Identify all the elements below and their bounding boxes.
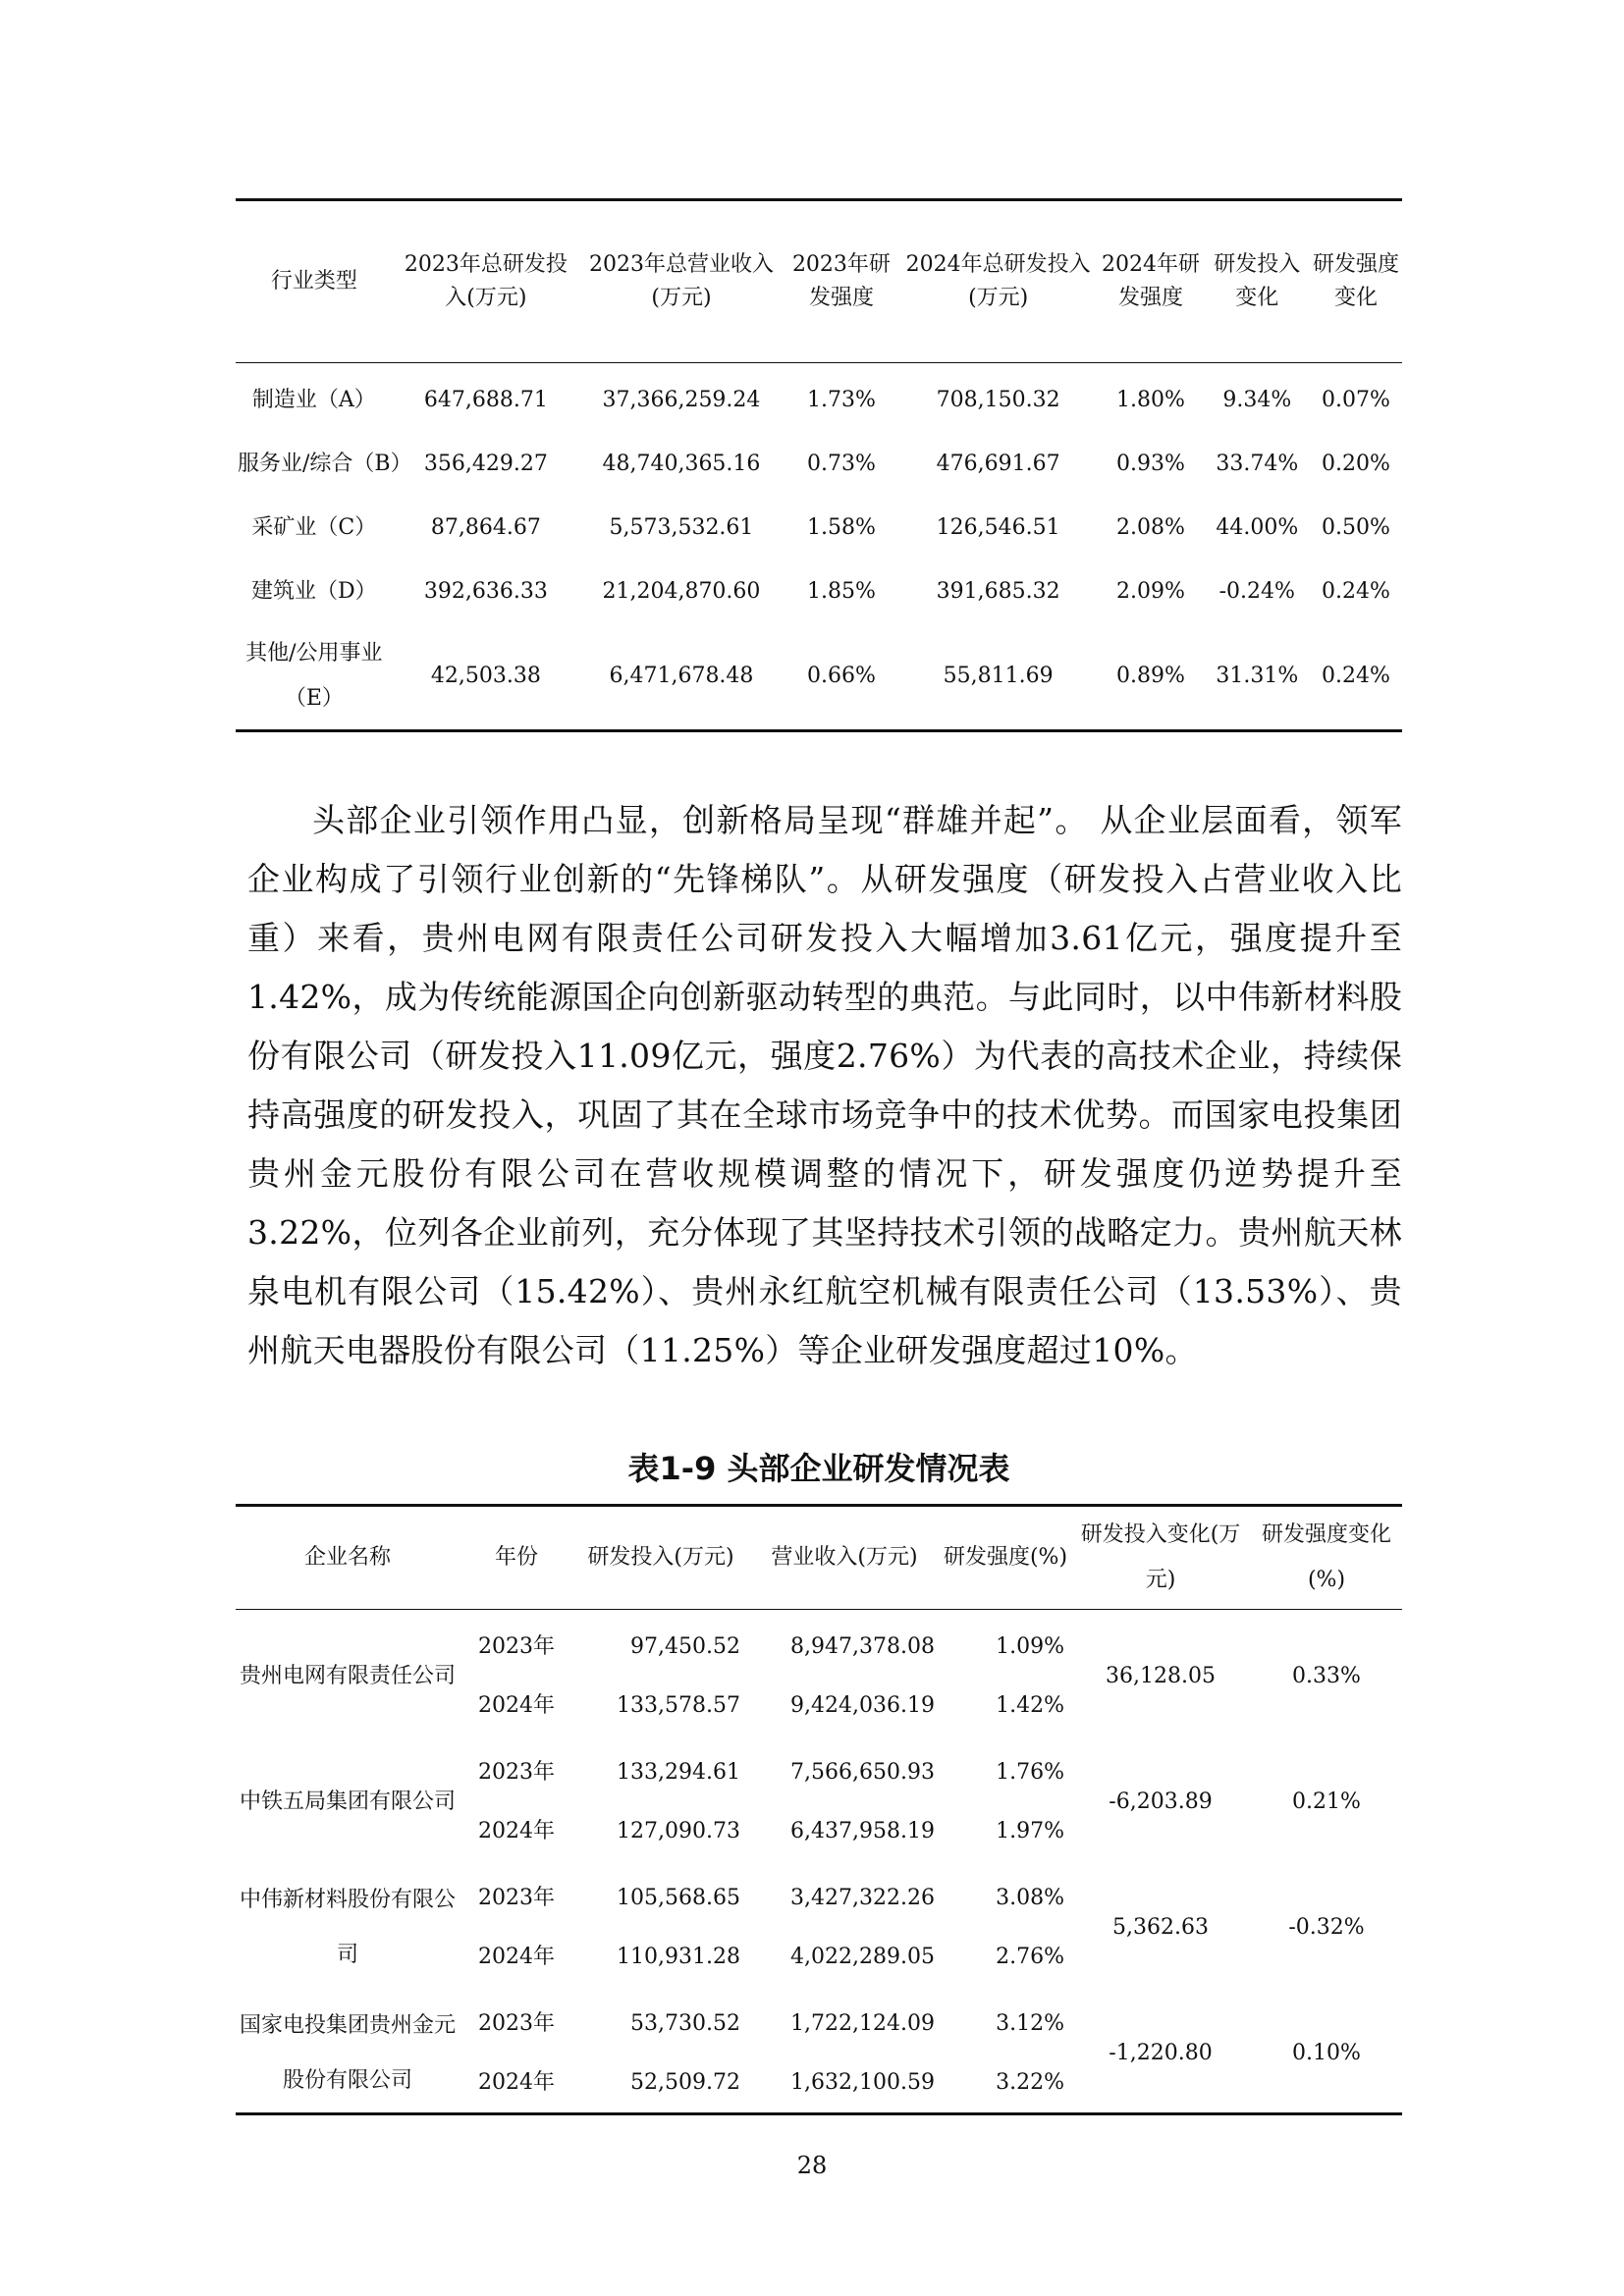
cell-company: 中伟新材料股份有限公司 — [239, 1888, 456, 1967]
cell-rd-change: 9.34% — [1222, 388, 1292, 412]
cell-company: 中铁五局集团有限公司 — [239, 1789, 456, 1814]
cell-intensity-2023: 0.66% — [807, 664, 876, 688]
cell-revenue: 8,947,378.08 — [790, 1634, 935, 1659]
cell-rd: 52,509.72 — [630, 2070, 740, 2095]
cell-year: 2024年 — [478, 1945, 555, 1969]
table-row — [236, 496, 1402, 560]
body-paragraph: 头部企业引领作用凸显，创新格局呈现“群雄并起”。 从企业层面看，领军企业构成了引领行业创新的“先锋梯队”。从研发强度（研发投入占营业收入比重）来看，贵州电网有限责任公司研发投入大幅增加3.61亿元，强度提升至1.42%，成为传统能源国企向创新驱动转型的典范。与此同时，以中伟新材料股份有限公司（研发投入11.09亿元，强度2.76%）为代表的高技术企业，持续保持高强度的研发投入，巩固了其在全球市场竞争中的技术优势。而国家电投集团贵州金元股份有限公司在营收规模调整的情况下，研发强度仍逆势提升至3.22%，位列各企业前列，充分体现了其坚持技术引领的战略定力。贵州航天林泉电机有限公司（15.42%）、贵州永红航空机械有限责任公司（13.53%）、贵州航天电器股份有限公司（11.25%）等企业研发强度超过10%。 — [247, 801, 1402, 1369]
table-row — [236, 432, 1402, 496]
header-revenue: 营业收入(万元) — [771, 1545, 918, 1570]
cell-company: 国家电投集团贵州金元股份有限公司 — [239, 2013, 456, 2093]
cell-intensity: 3.22% — [996, 2070, 1064, 2095]
cell-year: 2024年 — [478, 1693, 555, 1718]
cell-industry: 建筑业（D） — [251, 578, 377, 604]
cell-rd: 127,090.73 — [617, 1819, 740, 1843]
cell-intensity-change: 0.07% — [1322, 388, 1390, 412]
cell-intensity-2023: 1.73% — [807, 388, 876, 412]
cell-year: 2024年 — [478, 1819, 555, 1843]
cell-revenue: 1,722,124.09 — [790, 2011, 935, 2036]
cell-revenue: 4,022,289.05 — [790, 1945, 935, 1969]
cell-year: 2024年 — [478, 2070, 555, 2095]
cell-industry: 服务业/综合（B） — [238, 451, 412, 476]
cell-revenue-2023: 6,471,678.48 — [609, 664, 754, 688]
cell-intensity-2024: 2.09% — [1116, 578, 1185, 604]
table-row — [236, 1735, 1402, 1802]
cell-revenue: 9,424,036.19 — [790, 1693, 935, 1718]
cell-rd-2024: 476,691.67 — [936, 451, 1060, 476]
cell-rd-2024: 55,811.69 — [943, 664, 1054, 688]
cell-intensity-2024: 0.89% — [1116, 664, 1185, 688]
table-header-row — [236, 200, 1402, 363]
cell-revenue: 7,566,650.93 — [790, 1760, 935, 1785]
cell-rd-change: 33.74% — [1216, 451, 1299, 476]
header-intensity-2024: 2024年研发强度 — [1101, 252, 1200, 310]
cell-revenue-2023: 48,740,365.16 — [602, 451, 761, 476]
cell-rd-change: -1,220.80 — [1109, 2041, 1213, 2065]
cell-intensity-change: 0.50% — [1322, 514, 1390, 540]
cell-rd-change: -6,203.89 — [1109, 1789, 1213, 1814]
header-company: 企业名称 — [303, 1545, 391, 1570]
header-rd-2024: 2024年总研发投入(万元) — [905, 252, 1091, 310]
cell-rd: 110,931.28 — [617, 1945, 740, 1969]
cell-intensity-change: 0.20% — [1322, 451, 1390, 476]
cell-year: 2023年 — [478, 1634, 555, 1659]
cell-intensity: 1.09% — [996, 1634, 1064, 1659]
cell-rd-2024: 391,685.32 — [936, 578, 1060, 604]
industry-rd-table — [236, 198, 1402, 732]
header-rd-change: 研发投入变化 — [1214, 252, 1301, 310]
cell-intensity-change: 0.33% — [1292, 1664, 1361, 1688]
table-row — [236, 1610, 1402, 1678]
table-row — [236, 560, 1402, 623]
table-row — [236, 623, 1402, 731]
table-row — [236, 1861, 1402, 1928]
header-intensity-change: 研发强度变化(%) — [1261, 1522, 1391, 1592]
table-header-row — [236, 1506, 1402, 1610]
cell-rd-change: 31.31% — [1216, 664, 1299, 688]
cell-year: 2023年 — [478, 1760, 555, 1785]
cell-rd-2023: 42,503.38 — [430, 664, 541, 688]
cell-revenue: 1,632,100.59 — [790, 2070, 935, 2095]
cell-industry: 制造业（A） — [251, 388, 376, 412]
header-rd: 研发投入(万元) — [587, 1545, 734, 1570]
cell-intensity: 1.76% — [996, 1760, 1064, 1785]
cell-rd: 133,294.61 — [617, 1760, 740, 1785]
cell-revenue-2023: 21,204,870.60 — [602, 578, 761, 604]
table-caption: 表1-9 头部企业研发情况表 — [627, 1450, 1010, 1487]
cell-year: 2023年 — [478, 1886, 555, 1910]
header-intensity: 研发强度(%) — [943, 1545, 1068, 1570]
cell-rd-change: 5,362.63 — [1112, 1915, 1209, 1940]
header-intensity-change: 研发强度变化 — [1312, 252, 1399, 310]
cell-rd-2024: 126,546.51 — [936, 514, 1060, 540]
cell-rd: 105,568.65 — [617, 1886, 740, 1910]
cell-rd-2023: 87,864.67 — [430, 514, 541, 540]
cell-rd: 97,450.52 — [630, 1634, 740, 1659]
cell-intensity: 3.12% — [996, 2011, 1064, 2036]
cell-intensity-2024: 0.93% — [1116, 451, 1185, 476]
cell-intensity-2023: 1.58% — [807, 514, 876, 540]
cell-intensity-change: 0.24% — [1322, 664, 1390, 688]
cell-revenue: 6,437,958.19 — [790, 1819, 935, 1843]
cell-intensity: 2.76% — [996, 1945, 1064, 1969]
header-revenue-2023: 2023年总营业收入(万元) — [588, 252, 774, 310]
cell-year: 2023年 — [478, 2011, 555, 2036]
cell-intensity-2023: 0.73% — [807, 451, 876, 476]
cell-intensity-change: 0.24% — [1322, 578, 1390, 604]
header-industry: 行业类型 — [270, 269, 357, 294]
cell-intensity-change: 0.21% — [1292, 1789, 1361, 1814]
cell-revenue-2023: 5,573,532.61 — [609, 514, 754, 540]
cell-intensity-change: -0.32% — [1288, 1915, 1365, 1940]
table-row — [236, 1987, 1402, 2054]
cell-industry: 其他/公用事业（E） — [245, 641, 383, 711]
cell-industry: 采矿业（C） — [251, 514, 377, 540]
cell-intensity-2024: 1.80% — [1116, 388, 1185, 412]
cell-rd-change: 36,128.05 — [1106, 1664, 1216, 1688]
header-year: 年份 — [494, 1545, 538, 1570]
cell-rd-2023: 647,688.71 — [423, 388, 548, 412]
cell-intensity: 1.97% — [996, 1819, 1064, 1843]
header-rd-change: 研发投入变化(万元) — [1080, 1522, 1241, 1592]
cell-revenue-2023: 37,366,259.24 — [602, 388, 761, 412]
cell-intensity-2023: 1.85% — [807, 578, 876, 604]
cell-intensity: 3.08% — [996, 1886, 1064, 1910]
table-row — [236, 363, 1402, 433]
cell-company: 贵州电网有限责任公司 — [239, 1664, 456, 1688]
cell-intensity: 1.42% — [996, 1693, 1064, 1718]
cell-intensity-2024: 2.08% — [1116, 514, 1185, 540]
header-intensity-2023: 2023年研发强度 — [791, 252, 891, 310]
page-number: 28 — [796, 2152, 828, 2179]
cell-revenue: 3,427,322.26 — [790, 1886, 935, 1910]
cell-intensity-change: 0.10% — [1292, 2041, 1361, 2065]
cell-rd: 133,578.57 — [617, 1693, 740, 1718]
header-rd-2023: 2023年总研发投入(万元) — [404, 252, 568, 310]
cell-rd-2023: 356,429.27 — [423, 451, 548, 476]
cell-rd-2023: 392,636.33 — [423, 578, 548, 604]
cell-rd-change: -0.24% — [1218, 578, 1295, 604]
enterprise-rd-table — [236, 1504, 1402, 2115]
cell-rd-2024: 708,150.32 — [936, 388, 1060, 412]
cell-rd-change: 44.00% — [1216, 514, 1299, 540]
cell-rd: 53,730.52 — [630, 2011, 740, 2036]
